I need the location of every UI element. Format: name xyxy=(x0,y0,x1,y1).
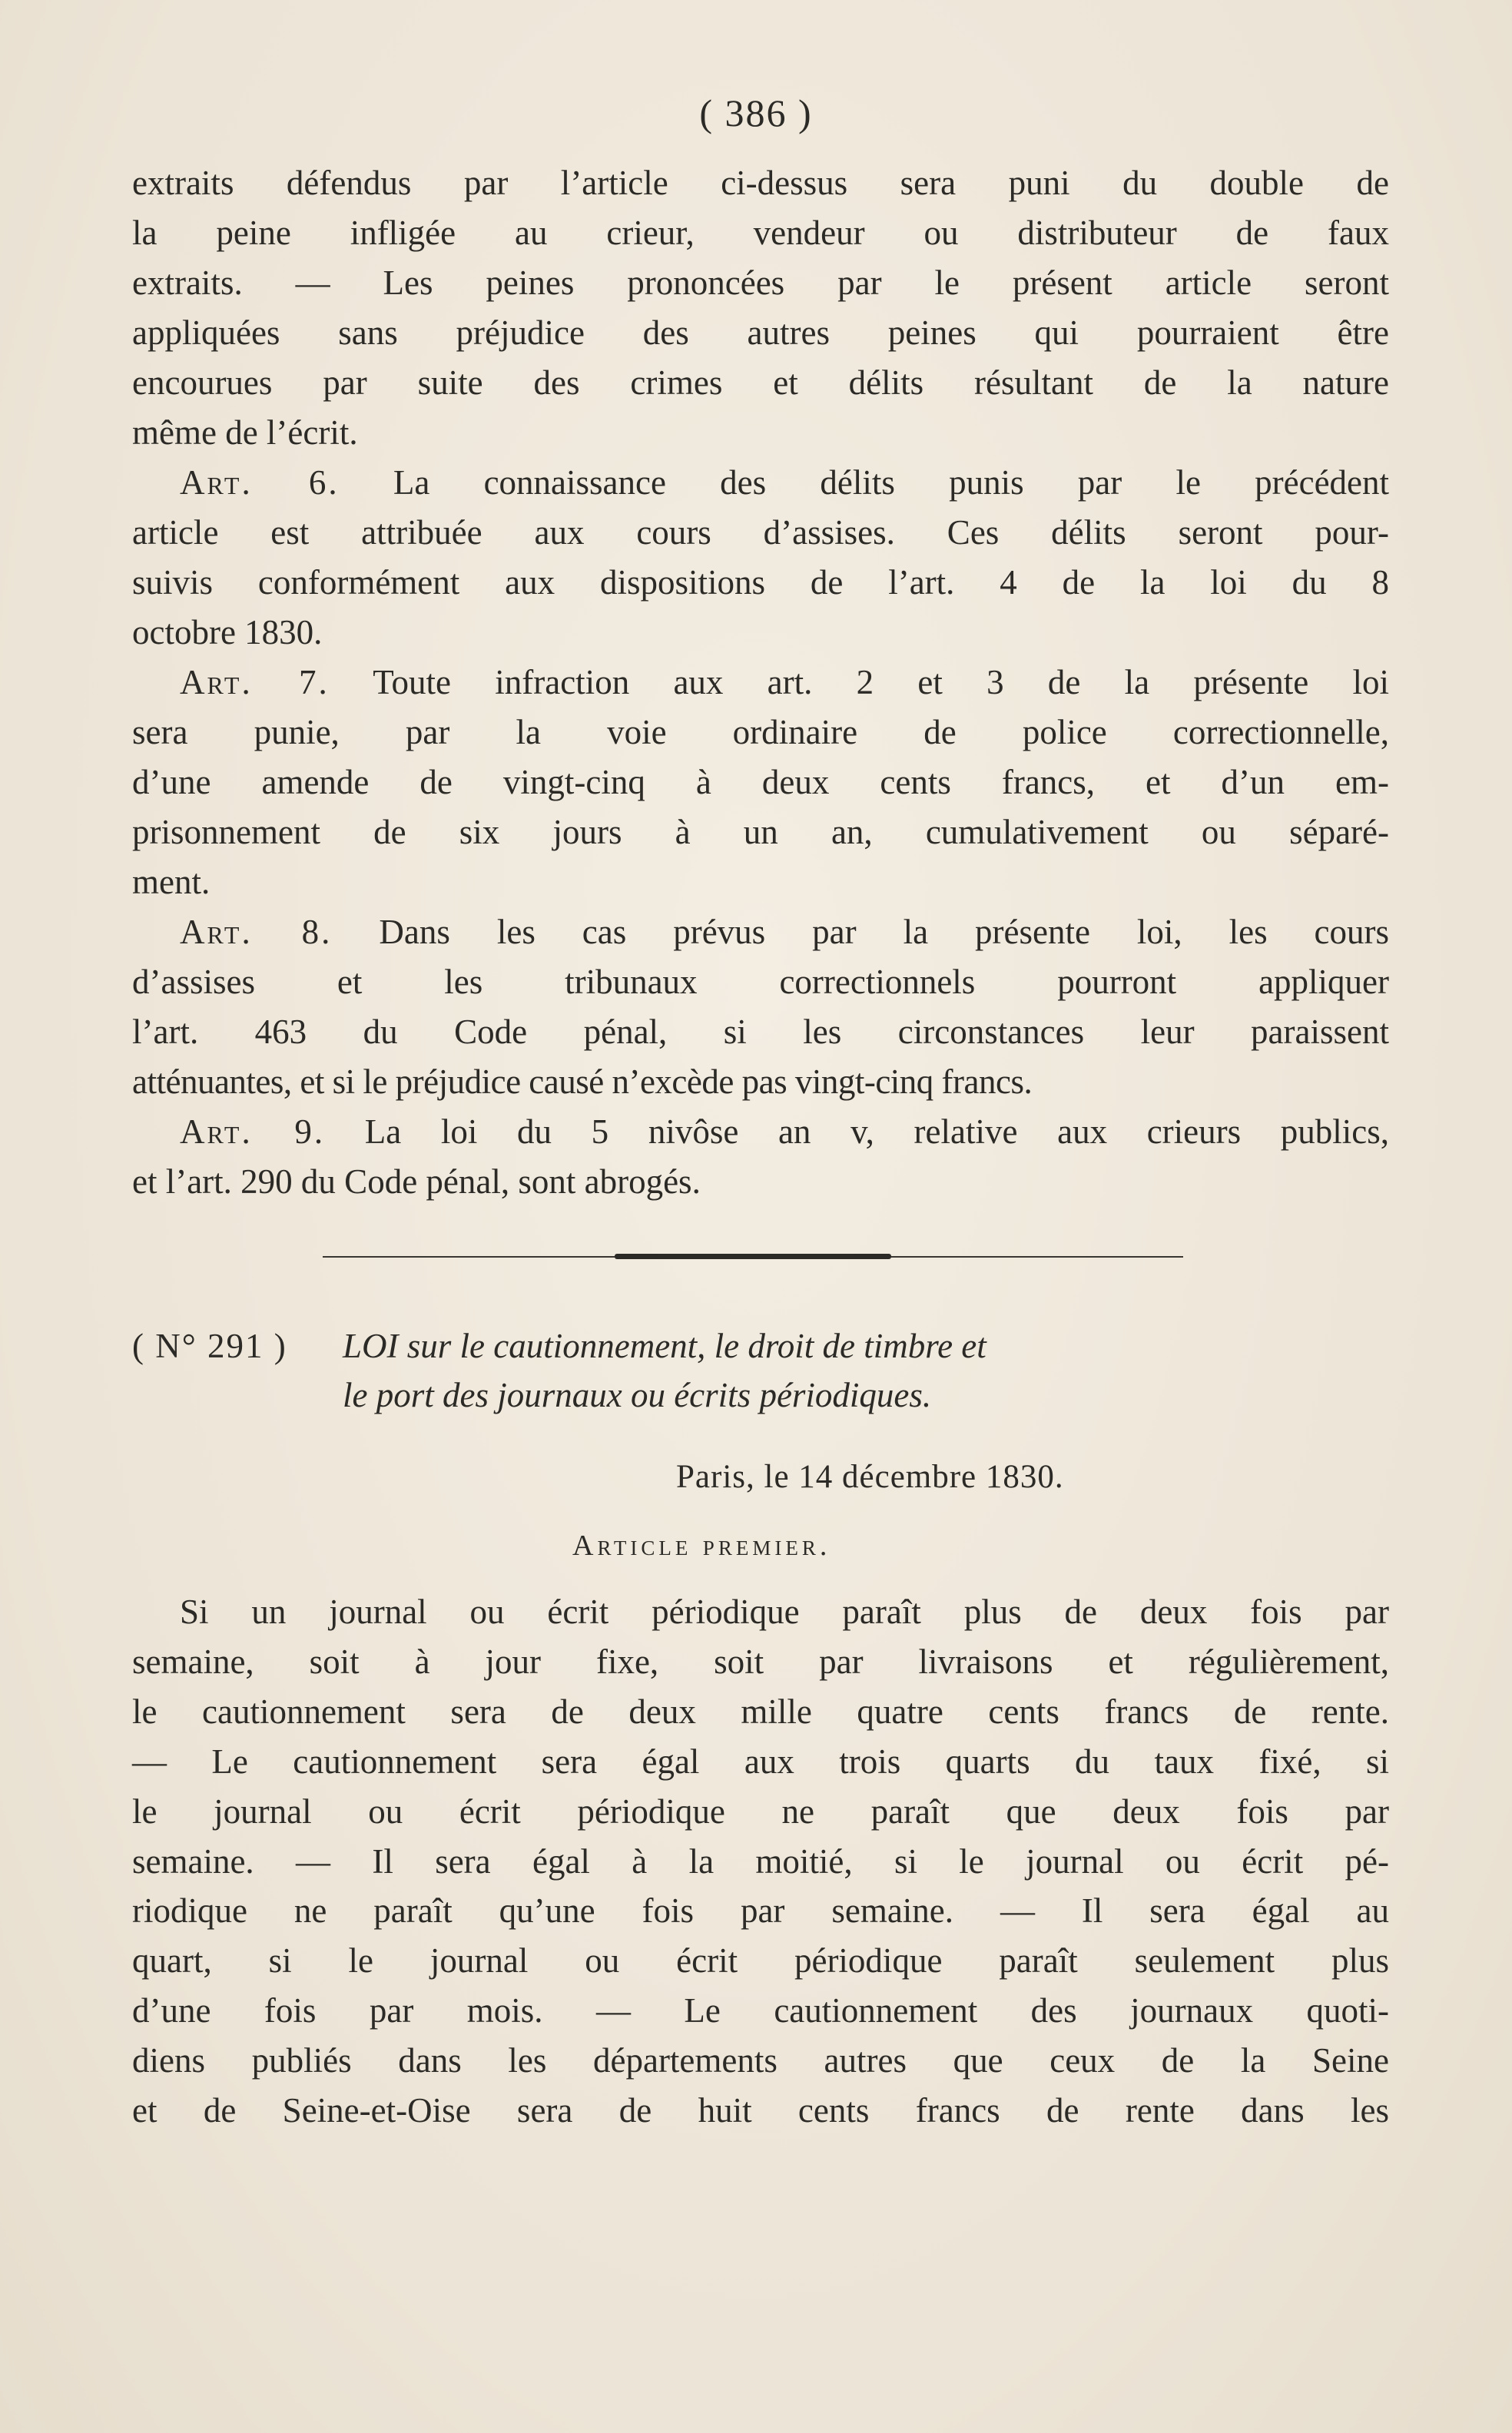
text-line: La connaissance des délits punis par le précédent xyxy=(393,463,1390,502)
section-divider xyxy=(323,1254,1183,1258)
article-label: Art. 8. xyxy=(180,913,333,951)
text-line: article est attribuée aux cours d’assises. Ces délits seront pour- xyxy=(132,512,1389,552)
article-label: Art. 7. xyxy=(180,663,330,701)
law-title-line-2: le port des journaux ou écrits périodiques. xyxy=(343,1376,932,1414)
text-line: Si un journal ou écrit périodique paraît plus de deux fois par xyxy=(180,1593,1389,1631)
text-line: riodique ne paraît qu’une fois par semaine. — Il sera égal au xyxy=(132,1891,1389,1931)
text-line: La loi du 5 nivôse an v, relative aux crieurs publics, xyxy=(364,1112,1390,1151)
article-first-line xyxy=(132,658,1389,708)
law-date: Paris, le 14 décembre 1830. xyxy=(676,1459,1064,1495)
law-title-line-1: LOI sur le cautionnement, le droit de timbre et xyxy=(343,1327,986,1365)
text-line: — Le cautionnement sera égal aux trois quarts du taux fixé, si xyxy=(132,1742,1389,1781)
text-line: prisonnement de six jours à un an, cumulativement ou séparé- xyxy=(132,812,1389,851)
text-line: d’une fois par mois. — Le cautionnement des journaux quoti- xyxy=(132,1991,1389,2030)
divider-thick-line xyxy=(615,1254,891,1259)
text-line: même de l’écrit. xyxy=(132,413,358,452)
text-line: extraits défendus par l’article ci-dessus sera puni du double de xyxy=(132,164,1389,202)
article-6 xyxy=(132,458,1389,658)
text-line: sera punie, par la voie ordinaire de police correctionnelle, xyxy=(132,712,1389,751)
text-line: d’assises et les tribunaux correctionnels pourront appliquer xyxy=(132,962,1389,1001)
text-line: octobre 1830. xyxy=(132,612,323,651)
text-line: d’une amende de vingt-cinq à deux cents francs, et d’un em- xyxy=(132,762,1389,801)
text-line: quart, si le journal ou écrit périodique paraît seulement plus xyxy=(132,1941,1389,1981)
text-line: encourues par suite des crimes et délits résultant de la nature xyxy=(132,363,1389,402)
page-number: ( 386 ) xyxy=(699,91,813,134)
text-line: le journal ou écrit périodique ne paraît que deux fois par xyxy=(132,1792,1389,1831)
article-first-line xyxy=(132,1107,1389,1157)
article-9 xyxy=(132,1107,1389,1207)
text-line: le cautionnement sera de deux mille quatre cents francs de rente. xyxy=(132,1692,1389,1731)
article-first-line xyxy=(132,907,1389,957)
continuation-paragraph xyxy=(132,158,1389,457)
text-line: l’art. 463 du Code pénal, si les circonstances leur paraissent xyxy=(132,1012,1389,1051)
law-number: ( N° 291 ) xyxy=(132,1327,287,1365)
text-line: la peine infligée au crieur, vendeur ou distributeur de faux xyxy=(132,213,1389,252)
law-heading xyxy=(132,1321,1392,1420)
article-premier-body xyxy=(132,1587,1389,2136)
text-line: atténuantes, et si le préjudice causé n’excède pas vingt-cinq francs. xyxy=(132,1062,1033,1101)
text-line: diens publiés dans les départements autres que ceux de la Seine xyxy=(132,2041,1389,2080)
law-heading-line-1 xyxy=(132,1321,1392,1371)
article-label: Art. 6. xyxy=(180,463,340,502)
article-first-line xyxy=(132,458,1389,508)
article-label: Art. 9. xyxy=(180,1112,326,1151)
text-line: et de Seine-et-Oise sera de huit cents francs de rente dans les xyxy=(132,2091,1389,2130)
article-premier-heading: Article premier. xyxy=(572,1530,831,1562)
text-line: Toute infraction aux art. 2 et 3 de la présente loi xyxy=(373,663,1390,701)
text-line: ment. xyxy=(132,862,211,901)
article-7 xyxy=(132,658,1389,907)
text-line: et l’art. 290 du Code pénal, sont abrogés. xyxy=(132,1162,701,1201)
article-8 xyxy=(132,907,1389,1107)
text-line: suivis conformément aux dispositions de l’art. 4 de la loi du 8 xyxy=(132,562,1389,602)
text-line: semaine, soit à jour fixe, soit par livraisons et régulièrement, xyxy=(132,1642,1389,1681)
text-line: appliquées sans préjudice des autres peines qui pourraient être xyxy=(132,313,1389,352)
text-line: Dans les cas prévus par la présente loi, les cours xyxy=(379,913,1390,951)
text-line: semaine. — Il sera égal à la moitié, si le journal ou écrit pé- xyxy=(132,1841,1389,1881)
text-line: extraits. — Les peines prononcées par le présent article seront xyxy=(132,263,1389,302)
